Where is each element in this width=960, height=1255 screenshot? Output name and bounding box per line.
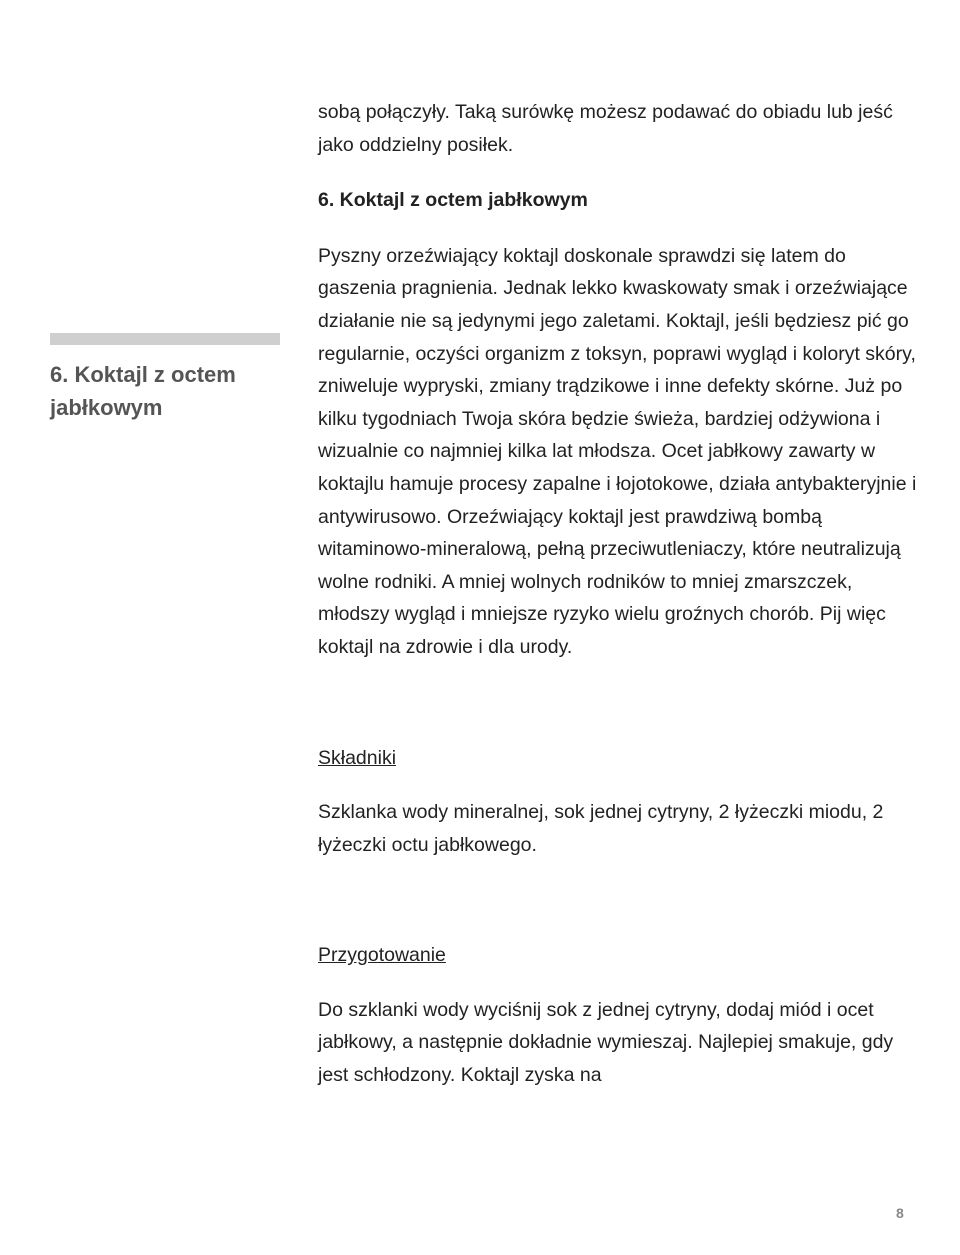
- description-paragraph: Pyszny orzeźwiający koktajl doskonale sprawdzi się latem do gaszenia pragnienia. Jednak lekko kwaskowaty smak i orzeźwiające działanie nie są jedynymi jego zaletami. Koktajl, jeśli będziesz pić go regularnie, oczyści organizm z toksyn, poprawi wygląd i koloryt skóry, zniweluje wypryski, zmiany trądzikowe i inne defekty skórne. Już po kilku tygodniach Twoja skóra będzie świeża, bardziej odżywiona i wizualnie co najmniej kilka lat młodsza. Ocet jabłkowy zawarty w koktajlu hamuje procesy zapalne i łojotokowe, działa antybakteryjnie i antywirusowo. Orzeźwiający koktajl jest prawdziwą bombą witaminowo-mineralową, pełną przeciwutleniaczy, które neutralizują wolne rodniki. A mniej wolnych rodników to mniej zmarszczek, młodszy wygląd i mniejsze ryzyko wielu groźnych chorób. Pij więc koktajl na zdrowie i dla urody.: [318, 244, 917, 658]
- section-heading: 6. Koktajl z octem jabłkowym: [318, 189, 588, 212]
- ingredients-heading: Składniki: [318, 746, 397, 769]
- preparation-heading: Przygotowanie: [318, 944, 446, 967]
- sidebar-divider-bar: [50, 333, 280, 345]
- ingredients-paragraph: Szklanka wody mineralnej, sok jednej cytryny, 2 łyżeczki miodu, 2 łyżeczki octu jabłkowego.: [318, 801, 884, 856]
- main-content: [318, 96, 918, 1092]
- page-number: 8: [896, 1205, 904, 1221]
- preparation-paragraph: Do szklanki wody wyciśnij sok z jednej cytryny, dodaj miód i ocet jabłkowy, a następnie dokładnie wymieszaj. Najlepiej smakuje, gdy jest schłodzony. Koktajl zyska na: [318, 998, 894, 1087]
- sidebar-section-title: 6. Koktajl z octem jabłkowym: [50, 362, 236, 420]
- intro-paragraph: sobą połączyły. Taką surówkę możesz podawać do obiadu lub jeść jako oddzielny posiłek.: [318, 101, 893, 156]
